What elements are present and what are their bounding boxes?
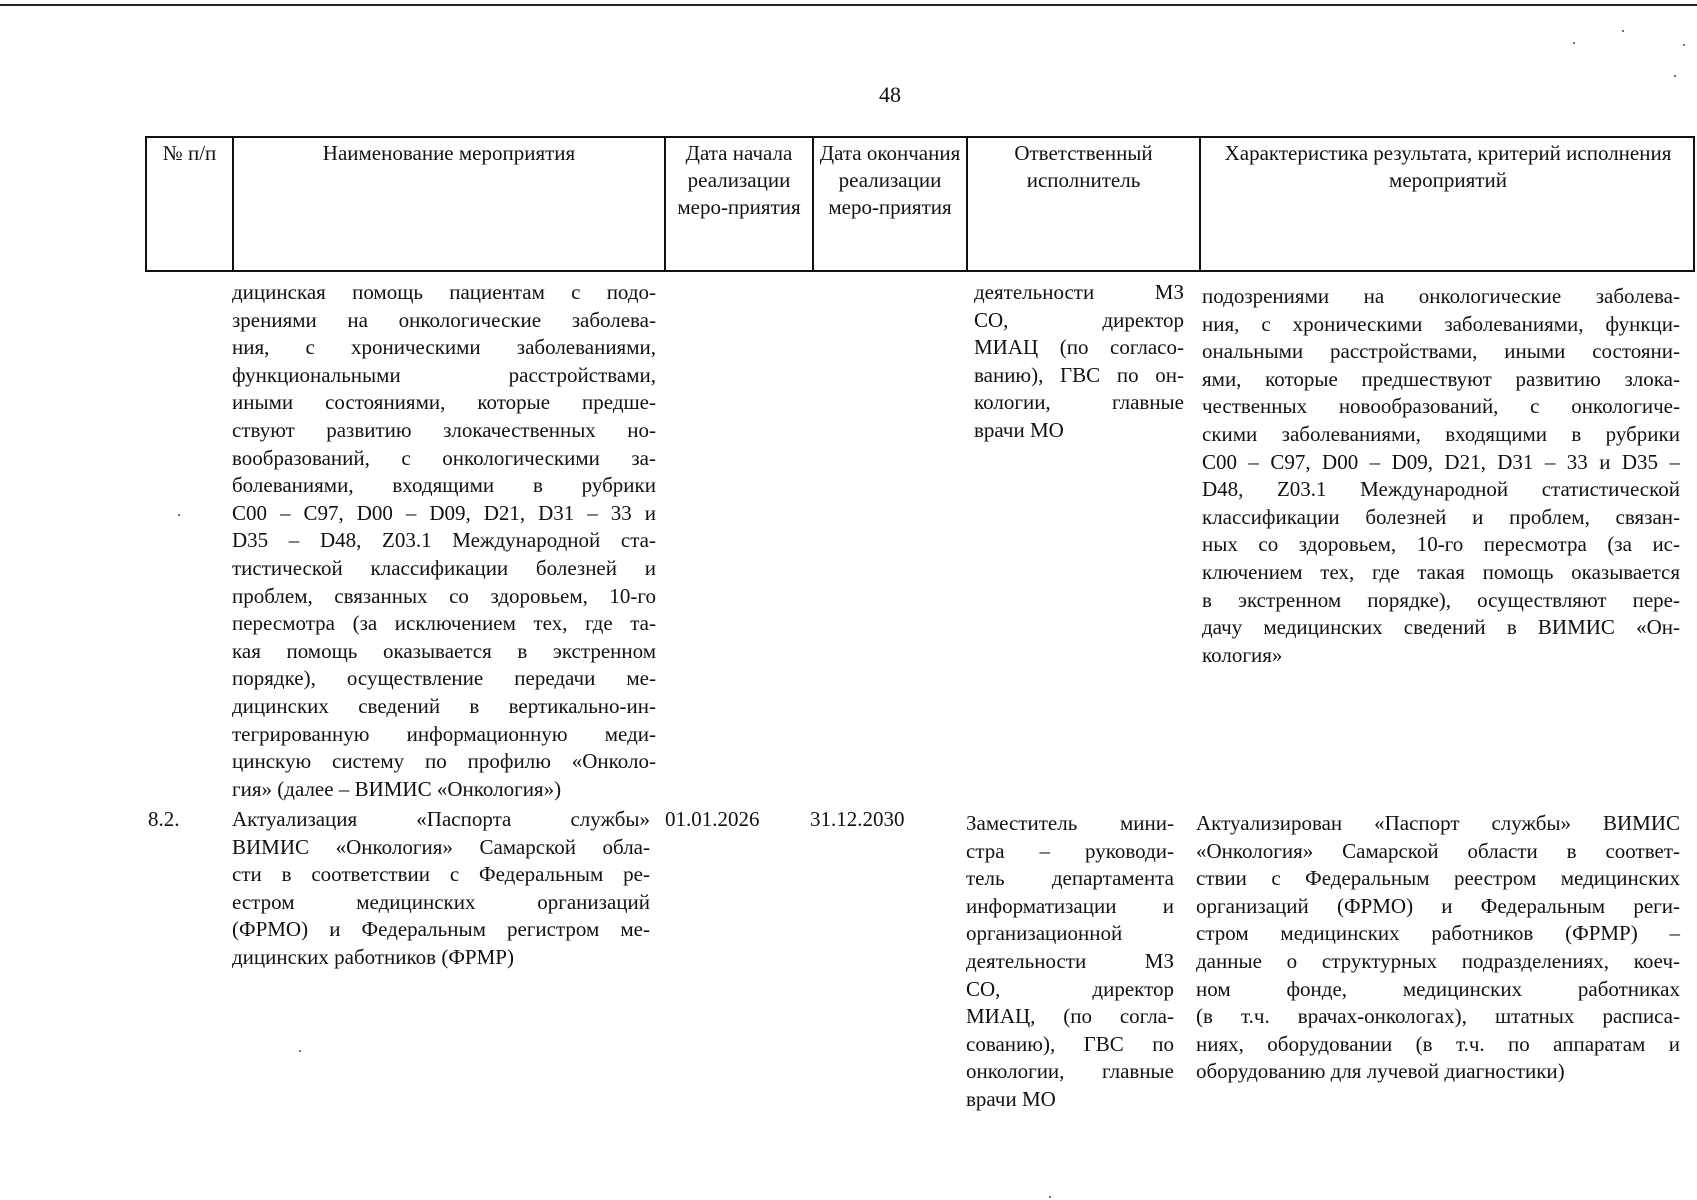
text-line: функциональными расстройствами, <box>232 362 656 387</box>
text-line: СО, директор <box>966 976 1174 1001</box>
header-name: Наименование мероприятия <box>322 141 576 165</box>
row-end-date: 31.12.2030 <box>810 807 905 831</box>
text-line: МИАЦ (по согласо- <box>974 335 1184 360</box>
text-line: дицинских сведений в вертикально-ин- <box>232 693 656 718</box>
text-line: тегрированную информационную меди- <box>232 721 656 746</box>
text-line: деятельности МЗ <box>974 280 1184 304</box>
row-responsible-cell <box>974 279 1184 445</box>
text-line: организационной <box>966 921 1123 946</box>
text-line: вообразований, с онкологическими за- <box>232 445 656 470</box>
text-line: ния, с хроническими заболеваниями, <box>232 335 656 360</box>
text-line: тель департамента <box>966 866 1174 891</box>
top-rule <box>0 4 1697 6</box>
text-line: D35 – D48, Z03.1 Международной ста- <box>232 528 656 553</box>
text-line: иными состояниями, которые предше- <box>232 390 656 415</box>
text-line: Актуализирован «Паспорт службы» ВИМИС <box>1196 811 1680 835</box>
text-line: сти в соответствии с Федеральным ре- <box>232 862 650 887</box>
text-line: дицинская помощь пациентам с подо- <box>232 280 656 304</box>
header-start-date: Дата начала реализации меро-приятия <box>677 141 801 219</box>
row-number: 8.2. <box>148 807 180 831</box>
text-line: ствии с Федеральным реестром медицинских <box>1196 866 1680 891</box>
row-name-cell <box>232 806 650 972</box>
text-line: ональными расстройствами, иными состояни- <box>1202 339 1680 364</box>
text-line: естром медицинских организаций <box>232 889 650 914</box>
row-start-date: 01.01.2026 <box>665 807 760 831</box>
row2-result-text <box>1196 810 1680 1086</box>
text-line: D48, Z03.1 Международной статистической <box>1202 477 1680 502</box>
text-line: в экстренном порядке), осуществляют пере- <box>1202 587 1680 612</box>
text-line: (ФРМО) и Федеральным регистром ме- <box>232 917 650 942</box>
text-line: дачу медицинских сведений в ВИМИС «Он- <box>1202 615 1680 640</box>
row-responsible-cell <box>966 810 1174 1114</box>
row-name-cell <box>232 279 656 803</box>
row-result-cell <box>1196 810 1680 1086</box>
text-line: Заместитель мини- <box>966 811 1174 835</box>
text-line: Актуализация «Паспорта службы» <box>232 807 650 831</box>
text-line: деятельности МЗ <box>966 948 1174 973</box>
text-line: (в т.ч. врачах-онкологах), штатных расписа- <box>1196 1004 1680 1029</box>
text-line: ствуют развитию злокачественных но- <box>232 417 656 442</box>
text-line: СО, директор <box>974 307 1184 332</box>
text-line: сованию), ГВС по <box>966 1031 1174 1056</box>
text-line: C00 – C97, D00 – D09, D21, D31 – 33 и <box>232 500 656 525</box>
text-line: ВИМИС «Онкология» Самарской обла- <box>232 834 650 859</box>
text-line: стра – руководи- <box>966 838 1174 863</box>
row1-result-text <box>1202 283 1680 669</box>
text-line: классификации болезней и проблем, связан- <box>1202 504 1680 529</box>
text-line: врачи МО <box>966 1086 1056 1111</box>
text-line: организаций (ФРМО) и Федеральным реги- <box>1196 893 1680 918</box>
text-line: оборудованию для лучевой диагностики) <box>1196 1059 1565 1084</box>
text-line: подозрениями на онкологические заболева- <box>1202 284 1680 308</box>
text-line: кология» <box>1202 642 1283 667</box>
text-line: дицинских работников (ФРМР) <box>232 944 514 969</box>
text-line: чественных новообразований, с онкологиче- <box>1202 394 1680 419</box>
text-line: кая помощь оказывается в экстренном <box>232 638 656 663</box>
header-end-date: Дата окончания реализации меро-приятия <box>819 141 961 219</box>
text-line: ных со здоровьем, 10-го пересмотра (за ис- <box>1202 532 1680 557</box>
text-line: ния, с хроническими заболеваниями, функци- <box>1202 311 1680 336</box>
text-line: зрениями на онкологические заболева- <box>232 307 656 332</box>
text-line: ниях, оборудовании (в т.ч. по аппаратам и <box>1196 1031 1680 1056</box>
text-line: цинскую систему по профилю «Онколо- <box>232 749 656 774</box>
text-line: «Онкология» Самарской области в соответ- <box>1196 838 1680 863</box>
text-line: МИАЦ, (по согла- <box>966 1004 1174 1029</box>
text-line: ключением тех, где такая помощь оказывается <box>1202 559 1680 584</box>
text-line: скими заболеваниями, входящими в рубрики <box>1202 421 1680 446</box>
header-responsible: Ответственный исполнитель <box>1014 141 1153 192</box>
row-result-cell <box>1202 283 1680 669</box>
text-line: информатизации и <box>966 893 1174 918</box>
row1-name-text <box>232 279 656 803</box>
text-line: проблем, связанных со здоровьем, 10-го <box>232 583 656 608</box>
row2-name-text <box>232 806 650 972</box>
text-line: ями, которые предшествуют развитию злока- <box>1202 366 1680 391</box>
text-line: ванию), ГВС по он- <box>974 362 1184 387</box>
text-line: болеваниями, входящими в рубрики <box>232 473 656 498</box>
text-line: стром медицинских работников (ФРМР) – <box>1196 921 1680 946</box>
text-line: ном фонде, медицинских работниках <box>1196 976 1680 1001</box>
text-line: тистической классификации болезней и <box>232 555 656 580</box>
header-result: Характеристика результата, критерий исполнения мероприятий <box>1224 141 1672 192</box>
text-line: C00 – C97, D00 – D09, D21, D31 – 33 и D35 – <box>1202 449 1680 474</box>
text-line: порядке), осуществление передачи ме- <box>232 666 656 691</box>
text-line: врачи МО <box>974 417 1064 442</box>
header-num: № п/п <box>162 141 217 165</box>
row1-responsible-text <box>974 279 1184 445</box>
row2-responsible-text <box>966 810 1174 1114</box>
page-number: 48 <box>879 82 901 107</box>
text-line: данные о структурных подразделениях, коеч- <box>1196 948 1680 973</box>
table-header <box>145 136 1695 272</box>
text-line: кологии, главные <box>974 390 1184 415</box>
text-line: пересмотра (за исключением тех, где та- <box>232 611 656 636</box>
text-line: гия» (далее – ВИМИС «Онкология») <box>232 776 562 801</box>
text-line: онкологии, главные <box>966 1059 1174 1084</box>
